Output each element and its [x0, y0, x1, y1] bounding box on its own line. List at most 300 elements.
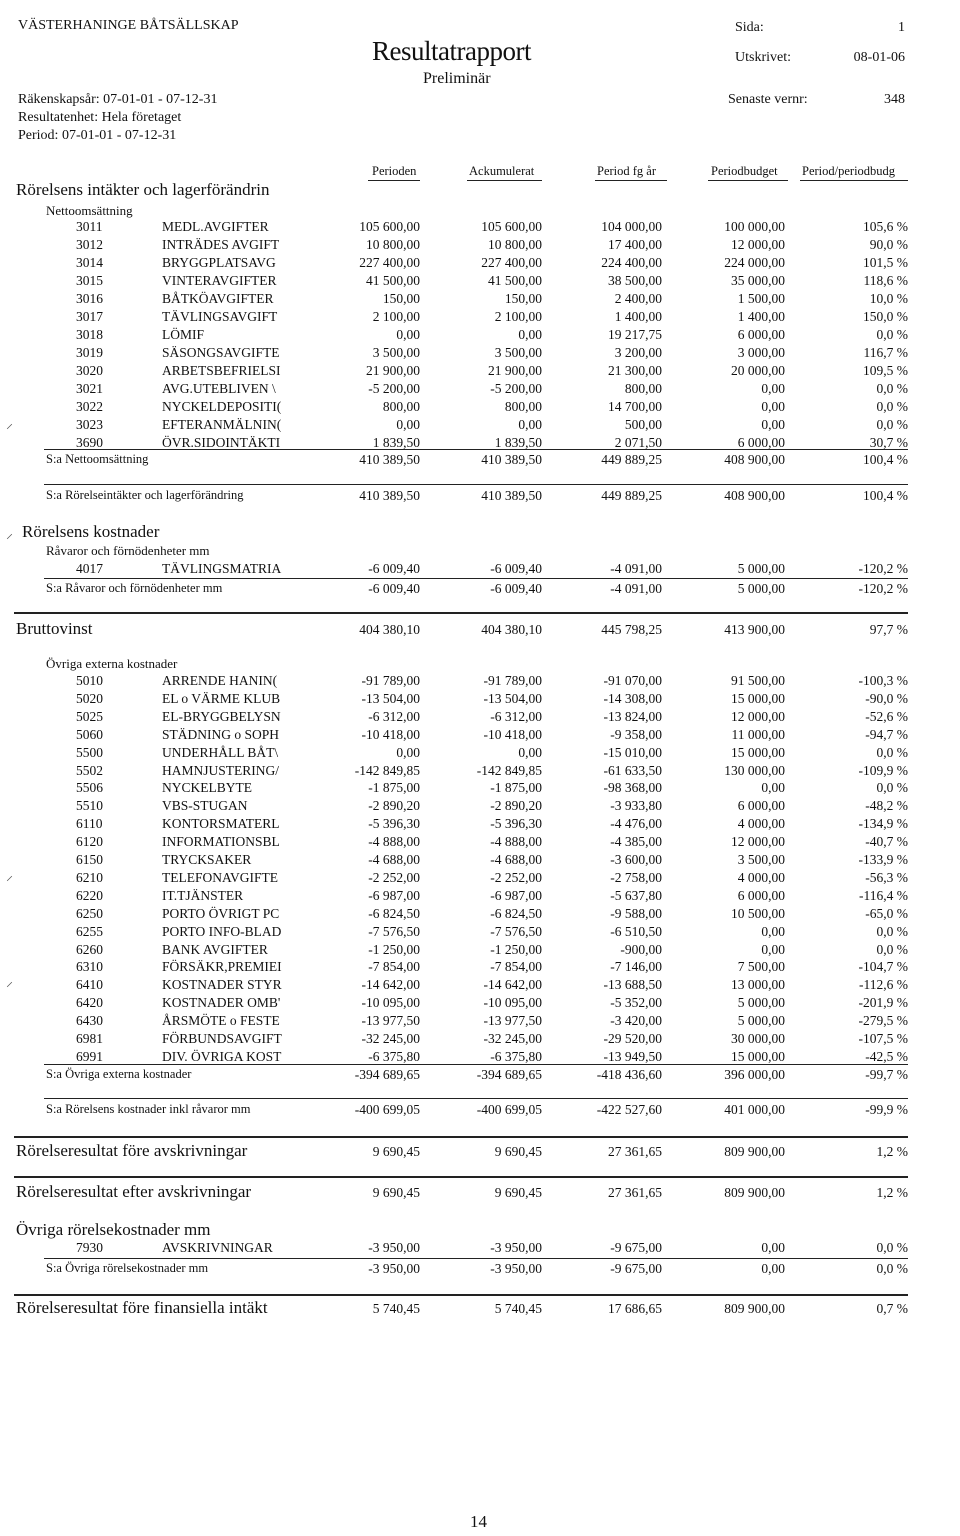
value-cell: 401 000,00 [724, 1102, 785, 1117]
value-cell: 6 000,00 [737, 327, 785, 342]
value-cell: -5 200,00 [368, 381, 420, 396]
value-cell: -7 146,00 [610, 959, 662, 975]
account-name: ARRENDE HANIN( [162, 673, 278, 688]
account-name: TRYCKSAKER [162, 852, 252, 867]
value-cell: 809 900,00 [724, 1185, 785, 1200]
col-header-periodbudget: Periodbudget [711, 164, 778, 178]
account-row [0, 888, 960, 906]
value-cell: 227 400,00 [359, 255, 420, 270]
value-cell: -104,7 % [858, 959, 908, 975]
value-cell: 809 900,00 [724, 1301, 785, 1316]
value-cell: 10 800,00 [488, 237, 542, 252]
value-cell: 410 389,50 [359, 452, 420, 467]
account-name: TÄVLINGSMATRIA [162, 561, 282, 576]
account-code: 3690 [76, 435, 103, 450]
value-cell: 2 100,00 [372, 309, 420, 324]
account-name: PORTO INFO-BLAD [162, 923, 282, 939]
value-cell: -6 375,80 [490, 1048, 542, 1064]
value-cell: -56,3 % [865, 869, 908, 885]
value-cell: -6 009,40 [490, 581, 542, 596]
account-row [0, 780, 960, 798]
value-cell: -99,9 % [865, 1102, 908, 1117]
sum-row [0, 581, 960, 599]
value-cell: -6 009,40 [368, 581, 420, 596]
page-value: 1 [898, 20, 905, 35]
value-cell: -3 600,00 [610, 852, 662, 867]
value-cell: -91 070,00 [603, 673, 662, 688]
value-cell: 118,6 % [863, 273, 908, 288]
account-code: 6120 [76, 834, 103, 850]
value-cell: 9 690,45 [494, 1185, 542, 1200]
value-cell: 27 361,65 [608, 1185, 662, 1200]
value-cell: 500,00 [624, 417, 662, 432]
value-cell: 0,00 [761, 1261, 785, 1276]
value-cell: 105 600,00 [359, 219, 420, 234]
value-cell: -394 689,65 [476, 1067, 542, 1082]
account-row [0, 727, 960, 745]
value-cell: 27 361,65 [608, 1144, 662, 1159]
value-cell: -7 576,50 [490, 923, 542, 939]
account-row [0, 709, 960, 727]
value-cell: 17 400,00 [608, 237, 662, 252]
sum-row [0, 1141, 960, 1163]
value-cell: 3 200,00 [614, 345, 662, 360]
value-cell: -112,6 % [859, 977, 908, 993]
account-code: 6210 [76, 869, 103, 885]
value-cell: 10 800,00 [366, 237, 420, 252]
value-cell: 800,00 [504, 399, 542, 414]
value-cell: 109,5 % [863, 363, 908, 378]
value-cell: -4 385,00 [610, 834, 662, 850]
value-cell: -9 358,00 [610, 726, 662, 742]
value-cell: 9 690,45 [372, 1144, 420, 1159]
account-row [0, 745, 960, 763]
account-row [0, 237, 960, 255]
account-name: BRYGGPLATSAVG [162, 255, 276, 270]
account-code: 6250 [76, 905, 103, 921]
account-code: 3017 [76, 309, 103, 324]
value-cell: 1,2 % [876, 1144, 908, 1159]
value-cell: 1 500,00 [737, 291, 785, 306]
value-cell: 105,6 % [863, 219, 908, 234]
account-code: 6991 [76, 1048, 103, 1064]
value-cell: -1 250,00 [490, 941, 542, 957]
account-name: UNDERHÅLL BÅT\ [162, 744, 279, 760]
account-row [0, 834, 960, 852]
value-cell: -3 950,00 [368, 1261, 420, 1276]
account-row [0, 763, 960, 781]
account-code: 5020 [76, 690, 103, 706]
value-cell: 1 839,50 [494, 435, 542, 450]
value-cell: 1 400,00 [614, 309, 662, 324]
account-row [0, 798, 960, 816]
value-cell: 0,00 [518, 327, 542, 342]
value-cell: 9 690,45 [494, 1144, 542, 1159]
version-value: 348 [884, 92, 905, 107]
value-cell: 10 500,00 [731, 905, 785, 921]
value-cell: 0,0 % [876, 417, 908, 432]
account-row [0, 1240, 960, 1258]
value-cell: -116,4 % [859, 887, 908, 903]
footer-page-number: 14 [470, 1512, 487, 1531]
value-cell: -32 245,00 [483, 1031, 542, 1046]
value-cell: -394 689,65 [354, 1067, 420, 1082]
value-cell: -6 312,00 [490, 708, 542, 724]
row-label: S:a Övriga externa kostnader [46, 1067, 192, 1081]
value-cell: -10 095,00 [361, 995, 420, 1011]
row-label: S:a Nettoomsättning [46, 452, 149, 466]
account-row [0, 1031, 960, 1049]
account-name: DIV. ÖVRIGA KOST [162, 1048, 282, 1064]
value-cell: -15 010,00 [603, 744, 662, 760]
value-cell: 21 900,00 [366, 363, 420, 378]
account-row [0, 381, 960, 399]
value-cell: 0,0 % [876, 327, 908, 342]
value-cell: -13 824,00 [603, 708, 662, 724]
account-row [0, 924, 960, 942]
account-code: 5500 [76, 744, 103, 760]
value-cell: -1 875,00 [490, 780, 542, 796]
value-cell: 0,0 % [876, 780, 908, 796]
sum-row [0, 1067, 960, 1085]
value-cell: -7 854,00 [490, 959, 542, 975]
value-cell: -6 987,00 [368, 887, 420, 903]
value-cell: -133,9 % [858, 852, 908, 867]
value-cell: -13 949,50 [603, 1048, 662, 1064]
account-row [0, 327, 960, 345]
value-cell: -107,5 % [858, 1031, 908, 1046]
account-row [0, 273, 960, 291]
account-row [0, 906, 960, 924]
value-cell: 4 000,00 [737, 816, 785, 832]
value-cell: 800,00 [624, 381, 662, 396]
value-cell: -14 642,00 [361, 977, 420, 993]
value-cell: -40,7 % [865, 834, 908, 850]
value-cell: -91 789,00 [483, 673, 542, 688]
account-code: 5502 [76, 762, 103, 778]
value-cell: 2 071,50 [614, 435, 662, 450]
value-cell: -400 699,05 [476, 1102, 542, 1117]
value-cell: 0,00 [396, 417, 420, 432]
value-cell: -3 950,00 [368, 1240, 420, 1255]
value-cell: -13 977,50 [361, 1013, 420, 1029]
value-cell: 15 000,00 [731, 1048, 785, 1064]
value-cell: -5 637,80 [610, 887, 662, 903]
value-cell: -900,00 [620, 941, 662, 957]
account-code: 3018 [76, 327, 103, 342]
account-name: ARBETSBEFRIELSI [162, 363, 281, 378]
value-cell: -142 849,85 [354, 762, 420, 778]
account-name: EL-BRYGGBELYSN [162, 708, 281, 724]
account-name: FÖRBUNDSAVGIFT [162, 1031, 282, 1046]
value-cell: 91 500,00 [731, 673, 785, 688]
value-cell: 413 900,00 [724, 622, 785, 637]
value-cell: 130 000,00 [724, 762, 785, 778]
account-row [0, 435, 960, 453]
col-header-perioden: Perioden [372, 164, 417, 178]
organization-name: VÄSTERHANINGE BÅTSÄLLSKAP [18, 18, 239, 33]
account-code: 5506 [76, 780, 103, 796]
value-cell: -6 824,50 [368, 905, 420, 921]
account-code: 6220 [76, 887, 103, 903]
value-cell: -42,5 % [865, 1048, 908, 1064]
account-name: STÄDNING o SOPH [162, 726, 280, 742]
value-cell: 449 889,25 [601, 452, 662, 467]
value-cell: 35 000,00 [731, 273, 785, 288]
sum-row [0, 1182, 960, 1204]
value-cell: 0,00 [761, 417, 785, 432]
row-label: Rörelseresultat före finansiella intäkt [16, 1298, 268, 1317]
value-cell: 410 389,50 [481, 488, 542, 503]
account-name: FÖRSÄKR,PREMIEI [162, 959, 282, 975]
value-cell: 12 000,00 [731, 834, 785, 850]
value-cell: 449 889,25 [601, 488, 662, 503]
value-cell: -9 675,00 [610, 1261, 662, 1276]
value-cell: -5 352,00 [610, 995, 662, 1011]
value-cell: 408 900,00 [724, 488, 785, 503]
account-name: TELEFONAVGIFTE [162, 869, 278, 885]
value-cell: 41 500,00 [366, 273, 420, 288]
external-costs-group-label: Övriga externa kostnader [46, 656, 178, 671]
account-row [0, 219, 960, 237]
account-name: KOSTNADER OMB' [162, 995, 281, 1011]
margin-tick-mark: ⸝ [6, 869, 13, 884]
account-row [0, 255, 960, 273]
value-cell: -94,7 % [865, 726, 908, 742]
value-cell: 150,00 [504, 291, 542, 306]
account-name: BANK AVGIFTER [162, 941, 268, 957]
value-cell: -2 252,00 [490, 869, 542, 885]
value-cell: 30 000,00 [731, 1031, 785, 1046]
value-cell: 1 839,50 [372, 435, 420, 450]
value-cell: -422 527,60 [596, 1102, 662, 1117]
account-name: MEDL.AVGIFTER [162, 219, 269, 234]
value-cell: 0,0 % [876, 399, 908, 414]
value-cell: 15 000,00 [731, 690, 785, 706]
account-code: 5010 [76, 673, 103, 688]
value-cell: 0,0 % [876, 1261, 908, 1276]
value-cell: 14 700,00 [608, 399, 662, 414]
account-name: ÅRSMÖTE o FESTE [162, 1013, 280, 1029]
account-row [0, 870, 960, 888]
account-code: 6430 [76, 1013, 103, 1029]
margin-tick-mark: ⸝ [6, 527, 13, 542]
fiscal-year: Räkenskapsår: 07-01-01 - 07-12-31 [18, 92, 218, 107]
value-cell: 0,0 % [876, 1240, 908, 1255]
account-name: HAMNJUSTERING/ [162, 762, 280, 778]
value-cell: -2 890,20 [490, 798, 542, 814]
account-row [0, 942, 960, 960]
account-row [0, 291, 960, 309]
report-subtitle: Preliminär [423, 70, 491, 87]
value-cell: -4 091,00 [610, 581, 662, 596]
row-label: Rörelseresultat före avskrivningar [16, 1141, 248, 1160]
value-cell: -10 418,00 [361, 726, 420, 742]
account-code: 6410 [76, 977, 103, 993]
value-cell: 41 500,00 [488, 273, 542, 288]
account-code: 3016 [76, 291, 103, 306]
income-section-title: Rörelsens intäkter och lagerförändrin [16, 180, 270, 199]
account-name: NYCKELDEPOSITI( [162, 399, 282, 414]
value-cell: 100,4 % [863, 452, 908, 467]
value-cell: -142 849,85 [476, 762, 542, 778]
value-cell: 38 500,00 [608, 273, 662, 288]
value-cell: 0,7 % [876, 1301, 908, 1316]
value-cell: -14 642,00 [483, 977, 542, 993]
value-cell: 445 798,25 [601, 622, 662, 637]
net-sales-group-label: Nettoomsättning [46, 203, 133, 218]
account-name: BÅTKÖAVGIFTER [162, 291, 274, 306]
value-cell: -120,2 % [858, 561, 908, 576]
account-code: 6981 [76, 1031, 103, 1046]
printed-value: 08-01-06 [853, 50, 905, 65]
result-unit: Resultatenhet: Hela företaget [18, 110, 182, 125]
account-code: 5060 [76, 726, 103, 742]
value-cell: 17 686,65 [608, 1301, 662, 1316]
value-cell: -98 368,00 [603, 780, 662, 796]
value-cell: 0,00 [396, 744, 420, 760]
value-cell: 809 900,00 [724, 1144, 785, 1159]
value-cell: -48,2 % [865, 798, 908, 814]
account-name: LÖMIF [162, 327, 205, 342]
value-cell: 3 000,00 [737, 345, 785, 360]
raw-materials-group-label: Råvaror och förnödenheter mm [46, 543, 210, 558]
value-cell: -7 576,50 [368, 923, 420, 939]
value-cell: -6 009,40 [368, 561, 420, 576]
account-code: 7930 [76, 1240, 103, 1255]
col-header-period-fg-ar: Period fg år [597, 164, 657, 178]
value-cell: 100 000,00 [724, 219, 785, 234]
value-cell: 6 000,00 [737, 435, 785, 450]
value-cell: -52,6 % [865, 708, 908, 724]
value-cell: 90,0 % [869, 237, 908, 252]
col-header-period-periodbudg: Period/periodbudg [802, 164, 896, 178]
value-cell: -90,0 % [865, 690, 908, 706]
value-cell: 2 400,00 [614, 291, 662, 306]
value-cell: 6 000,00 [737, 887, 785, 903]
other-operating-costs-title: Övriga rörelsekostnader mm [16, 1220, 211, 1239]
account-code: 6150 [76, 852, 103, 867]
value-cell: 3 500,00 [737, 852, 785, 867]
value-cell: -134,9 % [858, 816, 908, 832]
account-name: KOSTNADER STYR [162, 977, 282, 993]
account-row [0, 309, 960, 327]
value-cell: -9 675,00 [610, 1240, 662, 1255]
account-code: 3015 [76, 273, 103, 288]
value-cell: -6 375,80 [368, 1048, 420, 1064]
value-cell: -418 436,60 [596, 1067, 662, 1082]
value-cell: 3 500,00 [494, 345, 542, 360]
value-cell: 0,00 [761, 923, 785, 939]
value-cell: -7 854,00 [368, 959, 420, 975]
value-cell: -5 396,30 [368, 816, 420, 832]
value-cell: 10,0 % [869, 291, 908, 306]
value-cell: -4 476,00 [610, 816, 662, 832]
value-cell: 21 300,00 [608, 363, 662, 378]
value-cell: -120,2 % [858, 581, 908, 596]
value-cell: 105 600,00 [481, 219, 542, 234]
account-name: AVG.UTEBLIVEN \ [162, 381, 276, 396]
account-code: 3011 [76, 219, 103, 234]
value-cell: 224 400,00 [601, 255, 662, 270]
value-cell: 0,00 [518, 417, 542, 432]
value-cell: -4 091,00 [610, 561, 662, 576]
account-row [0, 959, 960, 977]
account-row [0, 691, 960, 709]
row-label: S:a Övriga rörelsekostnader mm [46, 1261, 209, 1275]
account-code: 3020 [76, 363, 103, 378]
value-cell: -6 987,00 [490, 887, 542, 903]
account-code: 6420 [76, 995, 103, 1011]
account-code: 6260 [76, 941, 103, 957]
value-cell: -1 875,00 [368, 780, 420, 796]
value-cell: 410 389,50 [481, 452, 542, 467]
value-cell: 30,7 % [869, 435, 908, 450]
value-cell: 0,0 % [876, 923, 908, 939]
sum-row [0, 1102, 960, 1120]
account-code: 3012 [76, 237, 103, 252]
value-cell: 13 000,00 [731, 977, 785, 993]
value-cell: 0,00 [761, 381, 785, 396]
account-row [0, 977, 960, 995]
account-name: EL o VÄRME KLUB [162, 690, 281, 706]
value-cell: 150,00 [382, 291, 420, 306]
value-cell: 2 100,00 [494, 309, 542, 324]
account-name: PORTO ÖVRIGT PC [162, 905, 280, 921]
account-name: ÖVR.SIDOINTÄKTI [162, 435, 281, 450]
value-cell: -1 250,00 [368, 941, 420, 957]
value-cell: 19 217,75 [608, 327, 662, 342]
account-name: VINTERAVGIFTER [162, 273, 277, 288]
value-cell: -99,7 % [865, 1067, 908, 1082]
value-cell: 101,5 % [863, 255, 908, 270]
value-cell: -5 396,30 [490, 816, 542, 832]
account-row [0, 816, 960, 834]
value-cell: -13 977,50 [483, 1013, 542, 1029]
page-label: Sida: [735, 20, 764, 35]
account-code: 3023 [76, 417, 103, 432]
value-cell: 224 000,00 [724, 255, 785, 270]
margin-tick-mark: ⸝ [6, 417, 13, 432]
account-row [0, 345, 960, 363]
value-cell: -3 420,00 [610, 1013, 662, 1029]
col-header-ackumulerat: Ackumulerat [469, 164, 535, 178]
account-name: EFTERANMÄLNIN( [162, 417, 282, 432]
account-row [0, 363, 960, 381]
value-cell: 5 740,45 [372, 1301, 420, 1316]
row-label: Bruttovinst [16, 619, 93, 638]
account-code: 3019 [76, 345, 103, 360]
account-name: AVSKRIVNINGAR [162, 1240, 273, 1255]
value-cell: -91 789,00 [361, 673, 420, 688]
account-code: 3021 [76, 381, 103, 396]
value-cell: -6 510,50 [610, 923, 662, 939]
value-cell: 800,00 [382, 399, 420, 414]
value-cell: 20 000,00 [731, 363, 785, 378]
value-cell: 5 740,45 [494, 1301, 542, 1316]
value-cell: -32 245,00 [361, 1031, 420, 1046]
row-label: S:a Råvaror och förnödenheter mm [46, 581, 223, 595]
value-cell: 9 690,45 [372, 1185, 420, 1200]
account-name: INTRÄDES AVGIFT [162, 237, 280, 252]
value-cell: 1 400,00 [737, 309, 785, 324]
value-cell: 6 000,00 [737, 798, 785, 814]
value-cell: -201,9 % [858, 995, 908, 1011]
account-name: KONTORSMATERL [162, 816, 280, 832]
account-name: IT.TJÄNSTER [162, 887, 244, 903]
value-cell: -6 824,50 [490, 905, 542, 921]
value-cell: -14 308,00 [603, 690, 662, 706]
